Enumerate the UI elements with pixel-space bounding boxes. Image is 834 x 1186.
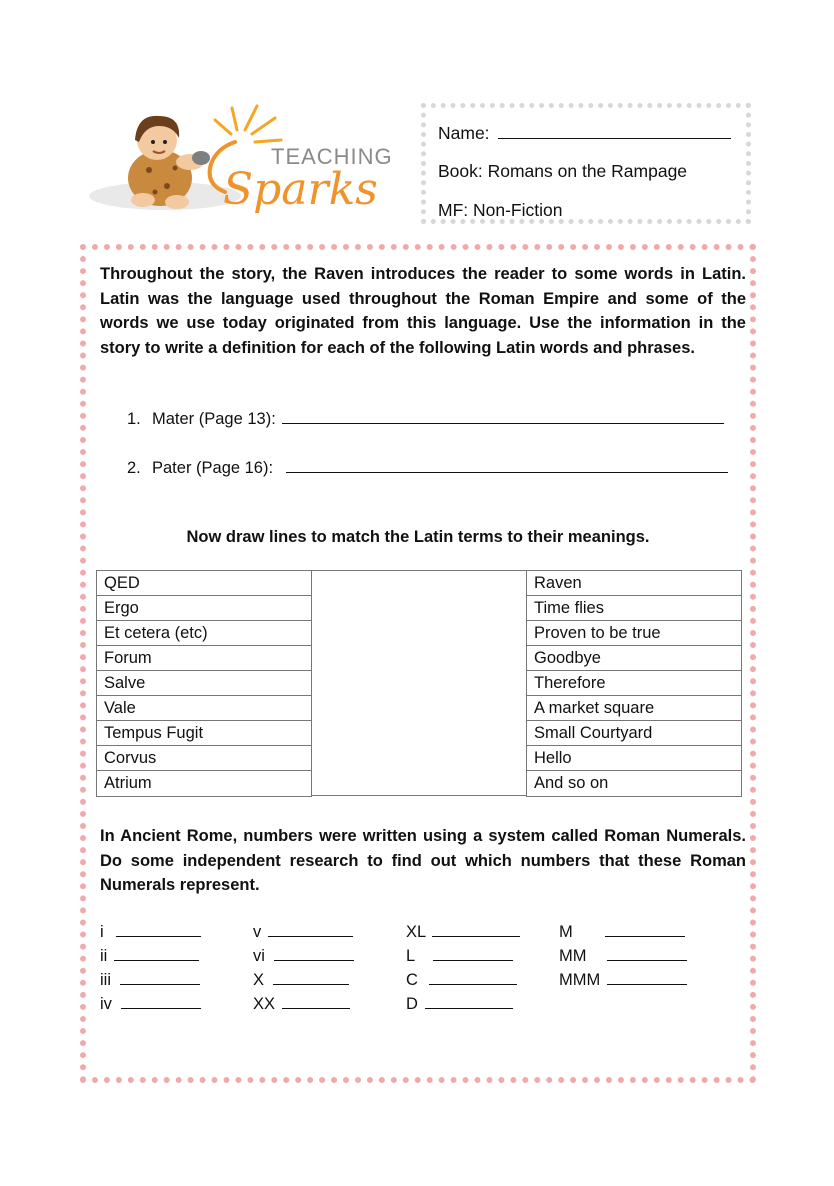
definition-item-2 (127, 458, 728, 478)
numeral-item (100, 922, 201, 942)
match-heading: Now draw lines to match the Latin terms to their meanings. (186, 528, 650, 546)
numeral-label: iv (100, 995, 112, 1013)
numeral-item (100, 994, 201, 1014)
numeral-answer-blank[interactable] (116, 922, 201, 937)
numeral-item (406, 922, 520, 942)
meaning: And so on (534, 774, 609, 792)
numeral-answer-blank[interactable] (607, 946, 687, 961)
latin-term: Atrium (104, 774, 152, 792)
meanings-column (526, 570, 742, 797)
definition-answer-blank[interactable] (282, 409, 724, 424)
name-blank[interactable] (498, 122, 731, 139)
numeral-item (559, 970, 687, 990)
logo-bottom-word: Sparks (223, 164, 378, 215)
meaning: Therefore (527, 671, 741, 696)
numeral-label: XL (406, 923, 426, 941)
meaning: Small Courtyard (527, 721, 741, 746)
matching-table (96, 570, 742, 796)
teaching-sparks-logo (85, 100, 405, 230)
latin-term: Salve (97, 671, 311, 696)
numeral-item (406, 970, 517, 990)
numeral-item (100, 970, 200, 990)
numeral-item (253, 994, 350, 1014)
definition-label: Pater (Page 16): (152, 459, 274, 477)
numeral-label: M (559, 923, 573, 941)
numeral-item (559, 922, 685, 942)
latin-term: QED (97, 571, 311, 596)
latin-term: Forum (97, 646, 311, 671)
name-line (438, 122, 731, 144)
definition-number: 2. (127, 459, 141, 477)
numeral-answer-blank[interactable] (282, 994, 350, 1009)
numeral-label: iii (100, 971, 111, 989)
numeral-label: X (253, 971, 265, 989)
logo-top-word: TEACHING (271, 144, 393, 169)
numeral-answer-blank[interactable] (114, 946, 199, 961)
matching-lines-area[interactable] (311, 570, 527, 796)
numeral-answer-blank[interactable] (607, 970, 687, 985)
numeral-answer-blank[interactable] (433, 946, 513, 961)
latin-terms-column (96, 570, 312, 797)
numeral-answer-blank[interactable] (121, 994, 201, 1009)
mf-line: MF: Non-Fiction (438, 200, 563, 220)
latin-term: Ergo (97, 596, 311, 621)
numeral-label: C (406, 971, 418, 989)
numeral-answer-blank[interactable] (429, 970, 517, 985)
numeral-label: MMM (559, 971, 601, 989)
numeral-label: i (100, 923, 104, 941)
numeral-label: ii (100, 947, 108, 965)
latin-term: Corvus (97, 746, 311, 771)
numeral-item (559, 946, 687, 966)
numeral-label: D (406, 995, 418, 1013)
name-label: Name: (438, 123, 490, 143)
caveman-mascot-icon (85, 100, 405, 230)
numeral-label: v (253, 923, 262, 941)
definition-label: Mater (Page 13): (152, 410, 276, 428)
numeral-label: L (406, 947, 415, 965)
numeral-item (253, 946, 354, 966)
numeral-answer-blank[interactable] (425, 994, 513, 1009)
numerals-intro-paragraph: In Ancient Rome, numbers were written using a system called Roman Numerals. Do some independent research to find out which numbers that these Roman Numerals represent. (100, 827, 746, 894)
meaning: A market square (527, 696, 741, 721)
meaning: Time flies (527, 596, 741, 621)
latin-term: Tempus Fugit (97, 721, 311, 746)
numeral-item (406, 994, 513, 1014)
student-info-box (421, 103, 751, 224)
meaning: Goodbye (527, 646, 741, 671)
numeral-label: XX (253, 995, 276, 1013)
numeral-item (100, 946, 199, 966)
meaning: Proven to be true (527, 621, 741, 646)
numeral-answer-blank[interactable] (432, 922, 520, 937)
numeral-answer-blank[interactable] (273, 970, 349, 985)
definition-answer-blank[interactable] (286, 458, 728, 473)
numeral-label: vi (253, 947, 265, 965)
numeral-item (253, 970, 349, 990)
numeral-item (406, 946, 513, 966)
definition-item-1 (127, 409, 724, 429)
worksheet-box (80, 244, 756, 1083)
numeral-answer-blank[interactable] (120, 970, 200, 985)
intro-paragraph: Throughout the story, the Raven introduces the reader to some words in Latin. Latin was the language used throughout the Roman Empire and some of the words we use today originated from this language. Use the information in the story to write a definition for each of the following Latin words and phrases. (100, 265, 746, 357)
numeral-answer-blank[interactable] (268, 922, 353, 937)
numeral-answer-blank[interactable] (274, 946, 354, 961)
definition-number: 1. (127, 410, 141, 428)
numeral-answer-blank[interactable] (605, 922, 685, 937)
latin-term: Vale (97, 696, 311, 721)
latin-term: Et cetera (etc) (97, 621, 311, 646)
meaning: Hello (527, 746, 741, 771)
numeral-item (253, 922, 353, 942)
book-line: Book: Romans on the Rampage (438, 161, 688, 181)
meaning: Raven (527, 571, 741, 596)
numeral-label: MM (559, 947, 587, 965)
